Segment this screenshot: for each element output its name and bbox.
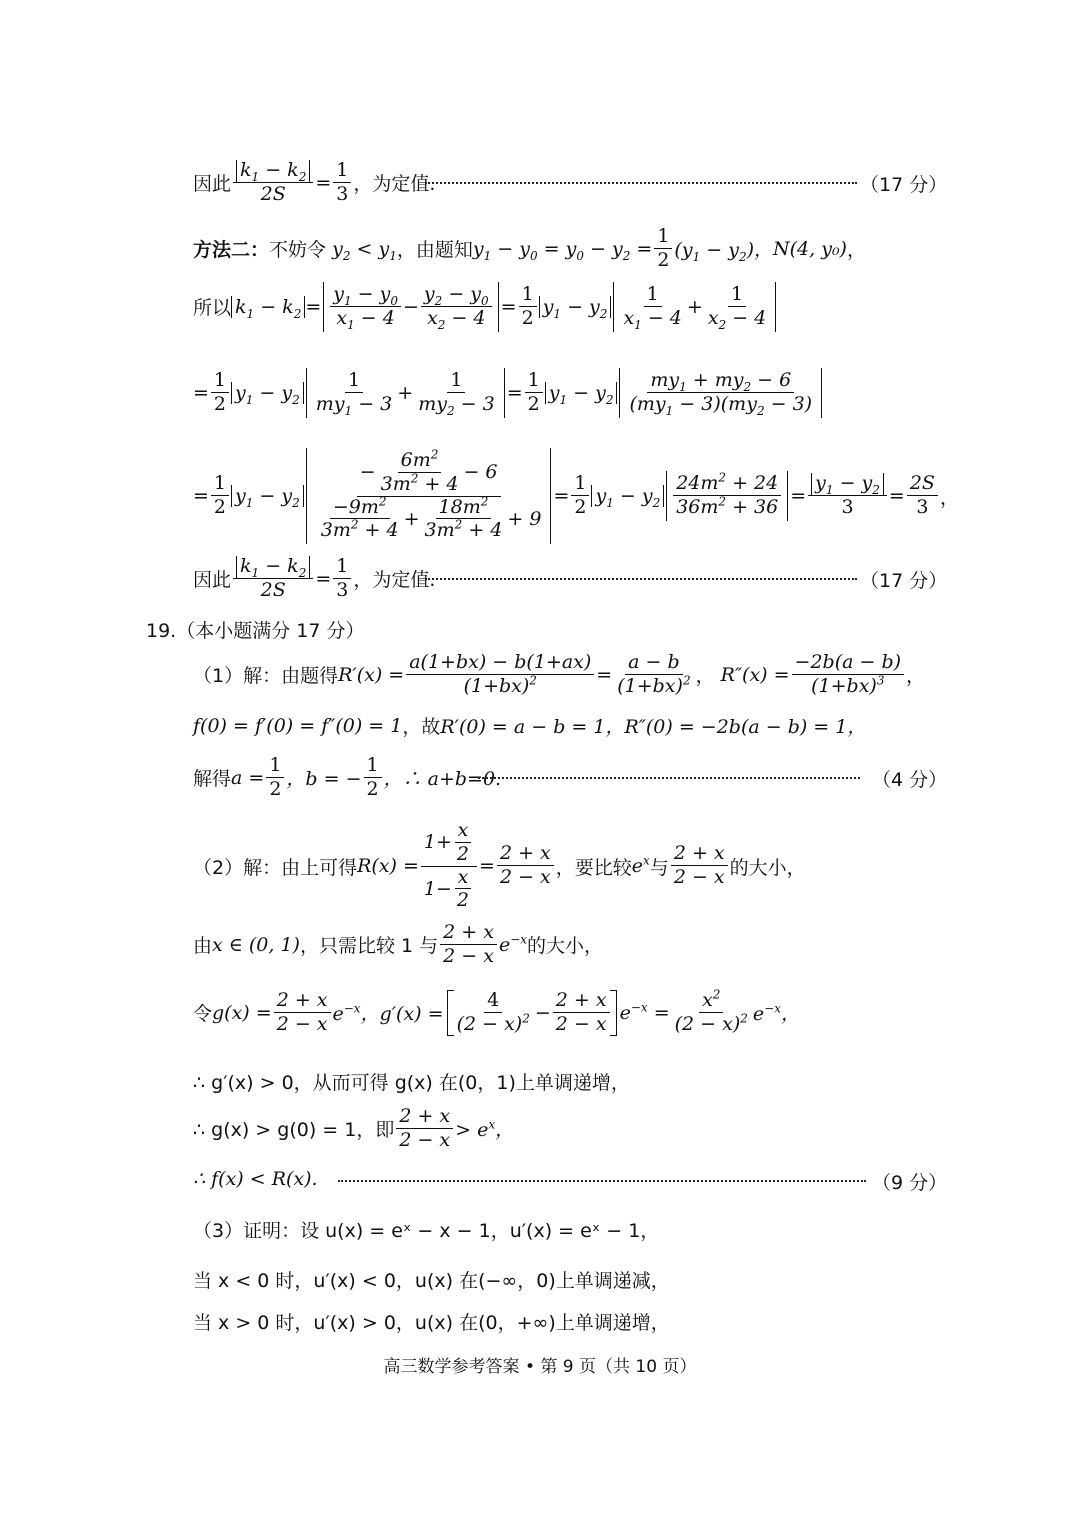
part1-line-3: 解得 a = $\frac{1}{2}$ ，b = − $\frac{1}{2}$ ，∴ a+b=0. — [193, 754, 502, 800]
conclusion-line-1: 因此 $\frac{k_1 - k_2}{2S}$ = $\frac{1}{3}$ ，为定值. — [193, 159, 436, 205]
text: （1）解：由题得 — [193, 665, 339, 688]
leader-dots — [425, 182, 857, 184]
part2-line-6: ∴ f(x) < R(x). — [193, 1168, 318, 1190]
text: 因此 — [193, 569, 232, 592]
leader-dots — [338, 1180, 866, 1182]
text: 的大小， — [527, 935, 604, 958]
part3-line-2: 当 x < 0 时，u′(x) < 0，u(x) 在(−∞，0)上单调递减， — [193, 1270, 670, 1292]
score: （17 分） — [860, 570, 948, 592]
fraction: $\frac{k_1 - k_2}{2S}$ — [233, 160, 313, 206]
part1-line-2: f(0) = f′(0) = f″(0) = 1 ，故 R′(0) = a − b = 1，R″(0) = −2b(a − b) = 1， — [193, 712, 866, 739]
score: （9 分） — [872, 1172, 948, 1194]
score: （4 分） — [872, 769, 948, 791]
text: 因此 — [193, 173, 232, 196]
part2-line-5: ∴ g(x) > g(0) = 1，即 $\frac{2 + x}{2 - x}$ > $e^x$， — [193, 1105, 515, 1151]
page-footer: 高三数学参考答案 • 第 9 页（共 10 页） — [383, 1357, 697, 1377]
text: ，故 — [402, 716, 441, 738]
method-label: 方法二： — [193, 239, 270, 262]
text: ，∴ a+b=0. — [383, 768, 502, 791]
part1-line-1: （1）解：由题得 R′(x) = $\frac{a(1+bx) - b(1+ax)}{(1+bx)^2}$ = $\frac{a - b}{(1+bx)^2}$ ， R″(x) = $\frac{-2b(a - b)}{(1+bx)^3}$ ， — [193, 651, 926, 697]
text: 不妨令 — [269, 239, 327, 262]
text: 所以 — [193, 297, 232, 320]
part2-line-1: （2）解：由上可得 R(x) = 1+ $\frac{x}{2}$ 1− $\frac{x}{2}$ = $\frac{2 + x}{2 - x}$ ，要比较 $e^x$ 与 $\frac{2 + x}{2 - x}$ 的大小， — [193, 819, 806, 912]
point: N(4, y₀) — [773, 237, 847, 260]
part2-line-4: ∴ g′(x) > 0，从而可得 g(x) 在(0，1)上单调递增， — [193, 1072, 630, 1094]
text: ，为定值. — [353, 173, 436, 196]
part3-line-3: 当 x > 0 时，u′(x) > 0，u(x) 在(0，+∞)上单调递增， — [193, 1312, 670, 1334]
leader-dots — [478, 777, 860, 779]
text: 由 — [193, 935, 213, 958]
score: （17 分） — [860, 174, 948, 196]
text: ∴ g(x) > g(0) = 1，即 — [193, 1119, 395, 1142]
conclusion-line-2: 因此 $\frac{k_1 - k_2}{2S}$ = $\frac{1}{3}$ ，为定值. — [193, 555, 436, 601]
derivation-line-3: = $\frac{1}{2}$ $y_1 - y_2$ − $\frac{6m^2}{3m^2 + 4}$ − 6 $\frac{-9m^2}{3m^2 + 4}$ + $\frac{18m^2}{3m^2 + 4}$ + 9 = $\frac{1}{2}$ $y_1 - y_2$ $\frac{24m^2 + 24}{36m^2 + 36}$ = $\frac{y_1 - y_2}{3}$ = $\frac{2S}{3}$ ， — [193, 448, 959, 544]
part3-line-1: （3）证明：设 u(x) = eˣ − x − 1，u′(x) = eˣ − 1， — [193, 1220, 660, 1242]
text: 的大小， — [729, 856, 806, 879]
fraction: $\frac{1}{3}$ — [333, 160, 351, 206]
derivation-line-2: = $\frac{1}{2}$ $y_1 - y_2$ $\frac{1}{my_1 - 3}$ + $\frac{1}{my_2 - 3}$ = $\frac{1}{2}$ $y_1 - y_2$ $\frac{my_1 + my_2 - 6}{(my_1 - 3)(my_2 - 3)}$ — [193, 368, 824, 418]
question-title: 19.（本小题满分 17 分） — [146, 620, 365, 642]
text: ，只需比较 1 与 — [299, 935, 439, 958]
text: ，由题知 — [396, 239, 473, 262]
text: 与 — [649, 856, 669, 879]
text: 令 — [193, 1003, 213, 1026]
text: ，为定值. — [353, 569, 436, 592]
text: ，要比较 — [555, 856, 632, 879]
derivation-line-1: 所以 $k_1 - k_2$ = $\frac{y_1 - y_0}{x_1 - 4}$ − $\frac{y_2 - y_0}{x_2 - 4}$ = $\frac{1}{2}$ $y_1 - y_2$ $\frac{1}{x_1 - 4}$ + $\frac{1}{x_2 - 4}$ — [193, 282, 778, 332]
text: 解得 — [193, 768, 232, 791]
leader-dots — [425, 578, 857, 580]
part2-line-2: 由 x ∈ (0, 1) ，只需比较 1 与 $\frac{2 + x}{2 - x}$ $e^{-x}$ 的大小， — [193, 921, 604, 967]
method-two-line: 方法二： 不妨令 $y_2 < y_1$ ，由题知 $y_1 - y_0 = y_0 - y_2$ = $\frac{1}{2}$ $(y_1 - y_2)$， N(4, y₀) ， — [193, 225, 866, 271]
text: （2）解：由上可得 — [193, 856, 358, 879]
part2-line-3: 令 g(x) = $\frac{2 + x}{2 - x}$ $e^{-x}$，g′(x) = $\frac{4}{(2 - x)^2}$ − $\frac{2 + x}{2 - x}$ $e^{-x}$ = $\frac{x^2}{(2 - x)^2}$ $e^{-x}$， — [193, 987, 800, 1035]
